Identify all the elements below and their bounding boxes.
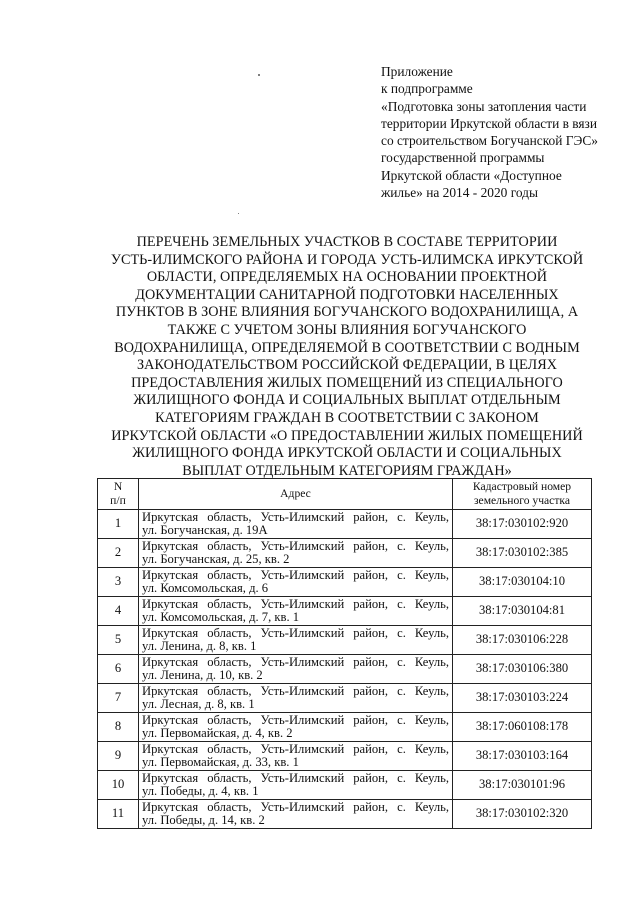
header-cadastral (453, 479, 592, 510)
row-address (139, 742, 453, 771)
row-number: 3 (98, 568, 139, 597)
appendix-line: Приложение (381, 64, 453, 79)
table-row (98, 510, 592, 539)
appendix-line: территории Иркутской области в вязи (381, 115, 598, 131)
row-cadastral-number: 38:17:030102:385 (453, 539, 592, 568)
row-address (139, 568, 453, 597)
address-line: ул. Первомайская, д. 4, кв. 2 (142, 726, 293, 740)
title-line: ВЫПЛАТ ОТДЕЛЬНЫМ КАТЕГОРИЯМ ГРАЖДАН» (182, 462, 512, 479)
title-line: ДОКУМЕНТАЦИИ САНИТАРНОЙ ПОДГОТОВКИ НАСЕЛЕННЫХ (135, 286, 559, 303)
appendix-line: государственной программы (381, 150, 545, 166)
address-line: ул. Комсомольская, д. 7, кв. 1 (142, 610, 300, 624)
address-line: ул. Победы, д. 4, кв. 1 (142, 784, 259, 798)
row-cadastral-number: 38:17:030101:96 (453, 771, 592, 800)
table-row (98, 626, 592, 655)
address-line: Иркутская область, Усть-Илимский район, с. Кеуль, (142, 683, 449, 698)
table-row (98, 539, 592, 568)
address-line: Иркутская область, Усть-Илимский район, с. Кеуль, (142, 741, 449, 756)
row-number: 1 (98, 510, 139, 539)
appendix-header (381, 63, 637, 201)
row-number: 4 (98, 597, 139, 626)
table-row (98, 684, 592, 713)
row-address (139, 713, 453, 742)
header-number (98, 479, 139, 510)
row-number: 7 (98, 684, 139, 713)
address-line: Иркутская область, Усть-Илимский район, с. Кеуль, (142, 596, 449, 611)
appendix-line: Иркутской области «Доступное (381, 167, 562, 183)
title-line: ЖИЛИЩНОГО ФОНДА И СОЦИАЛЬНЫХ ВЫПЛАТ ОТДЕЛЬНЫМ (133, 392, 561, 409)
row-address (139, 597, 453, 626)
land-parcels-table (97, 478, 592, 829)
row-cadastral-number: 38:17:060108:178 (453, 713, 592, 742)
row-cadastral-number: 38:17:030102:320 (453, 800, 592, 829)
appendix-line: со строительством Богучанской ГЭС» (381, 133, 598, 149)
row-cadastral-number: 38:17:030102:920 (453, 510, 592, 539)
address-line: ул. Ленина, д. 8, кв. 1 (142, 639, 257, 653)
header-address: Адрес (139, 479, 453, 510)
scan-speck (238, 213, 239, 214)
address-line: Иркутская область, Усть-Илимский район, с. Кеуль, (142, 509, 449, 524)
address-line: Иркутская область, Усть-Илимский район, с. Кеуль, (142, 654, 449, 669)
table-row (98, 655, 592, 684)
address-line: ул. Первомайская, д. 33, кв. 1 (142, 755, 299, 769)
title-line: ЖИЛИЩНОГО ФОНДА ИРКУТСКОЙ ОБЛАСТИ И СОЦИАЛЬНЫХ (132, 445, 562, 462)
title-line: КАТЕГОРИЯМ ГРАЖДАН В СООТВЕТСТВИИ С ЗАКОНОМ (155, 409, 539, 426)
address-line: ул. Победы, д. 14, кв. 2 (142, 813, 265, 827)
row-number: 8 (98, 713, 139, 742)
row-number: 6 (98, 655, 139, 684)
row-address (139, 655, 453, 684)
row-number: 2 (98, 539, 139, 568)
row-number: 10 (98, 771, 139, 800)
row-address (139, 510, 453, 539)
title-line: ТАКЖЕ С УЧЕТОМ ЗОНЫ ВЛИЯНИЯ БОГУЧАНСКОГО (167, 321, 527, 338)
row-address (139, 771, 453, 800)
header-number-line2: п/п (110, 494, 126, 507)
appendix-line: жилье» на 2014 - 2020 годы (381, 185, 538, 201)
address-line: ул. Комсомольская, д. 6 (142, 581, 269, 595)
header-cadastral-line1: Кадастровый номер (472, 480, 572, 493)
row-cadastral-number: 38:17:030106:228 (453, 626, 592, 655)
title-line: ЗАКОНОДАТЕЛЬСТВОМ РОССИЙСКОЙ ФЕДЕРАЦИИ, В ЦЕЛЯХ (136, 357, 558, 374)
address-line: Иркутская область, Усть-Илимский район, с. Кеуль, (142, 538, 449, 553)
row-number: 9 (98, 742, 139, 771)
title-line: ПУНКТОВ В ЗОНЕ ВЛИЯНИЯ БОГУЧАНСКОГО ВОДОХРАНИЛИЩА, А (115, 304, 579, 321)
title-line: ИРКУТСКОЙ ОБЛАСТИ «О ПРЕДОСТАВЛЕНИИ ЖИЛЫХ ПОМЕЩЕНИЙ (111, 427, 583, 444)
table-row (98, 597, 592, 626)
address-line: ул. Богучанская, д. 19А (142, 523, 268, 537)
row-number: 5 (98, 626, 139, 655)
title-line: ВОДОХРАНИЛИЩА, ОПРЕДЕЛЯЕМОЙ В СООТВЕТСТВИИ С ВОДНЫМ (114, 339, 580, 356)
address-line: ул. Лесная, д. 8, кв. 1 (142, 697, 255, 711)
table-row (98, 771, 592, 800)
row-number: 11 (98, 800, 139, 829)
document-title (80, 234, 614, 480)
address-line: Иркутская область, Усть-Илимский район, с. Кеуль, (142, 567, 449, 582)
table-row (98, 568, 592, 597)
table-row (98, 713, 592, 742)
row-cadastral-number: 38:17:030104:10 (453, 568, 592, 597)
header-cadastral-line2: земельного участка (473, 494, 571, 507)
table-row (98, 742, 592, 771)
appendix-line: «Подготовка зоны затопления части (381, 98, 587, 114)
row-cadastral-number: 38:17:030106:380 (453, 655, 592, 684)
table-row (98, 800, 592, 829)
address-line: Иркутская область, Усть-Илимский район, с. Кеуль, (142, 712, 449, 727)
address-line: Иркутская область, Усть-Илимский район, с. Кеуль, (142, 625, 449, 640)
row-address (139, 800, 453, 829)
title-line: ПРЕДОСТАВЛЕНИЯ ЖИЛЫХ ПОМЕЩЕНИЙ ИЗ СПЕЦИАЛЬНОГО (131, 374, 563, 391)
scan-speck (258, 74, 260, 76)
table-header-row (98, 479, 592, 510)
row-cadastral-number: 38:17:030103:164 (453, 742, 592, 771)
row-cadastral-number: 38:17:030103:224 (453, 684, 592, 713)
row-address (139, 626, 453, 655)
row-cadastral-number: 38:17:030104:81 (453, 597, 592, 626)
address-line: ул. Богучанская, д. 25, кв. 2 (142, 552, 290, 566)
row-address (139, 684, 453, 713)
appendix-line: к подпрограмме (381, 81, 473, 97)
row-address (139, 539, 453, 568)
address-line: ул. Ленина, д. 10, кв. 2 (142, 668, 263, 682)
address-line: Иркутская область, Усть-Илимский район, с. Кеуль, (142, 770, 449, 785)
header-number-line1: N (113, 480, 123, 493)
title-line: ОБЛАСТИ, ОПРЕДЕЛЯЕМЫХ НА ОСНОВАНИИ ПРОЕКТНОЙ (146, 269, 548, 286)
address-line: Иркутская область, Усть-Илимский район, с. Кеуль, (142, 799, 449, 814)
title-line: УСТЬ-ИЛИМСКОГО РАЙОНА И ГОРОДА УСТЬ-ИЛИМСКА ИРКУТСКОЙ (110, 251, 584, 268)
title-line: ПЕРЕЧЕНЬ ЗЕМЕЛЬНЫХ УЧАСТКОВ В СОСТАВЕ ТЕРРИТОРИИ (136, 234, 558, 250)
